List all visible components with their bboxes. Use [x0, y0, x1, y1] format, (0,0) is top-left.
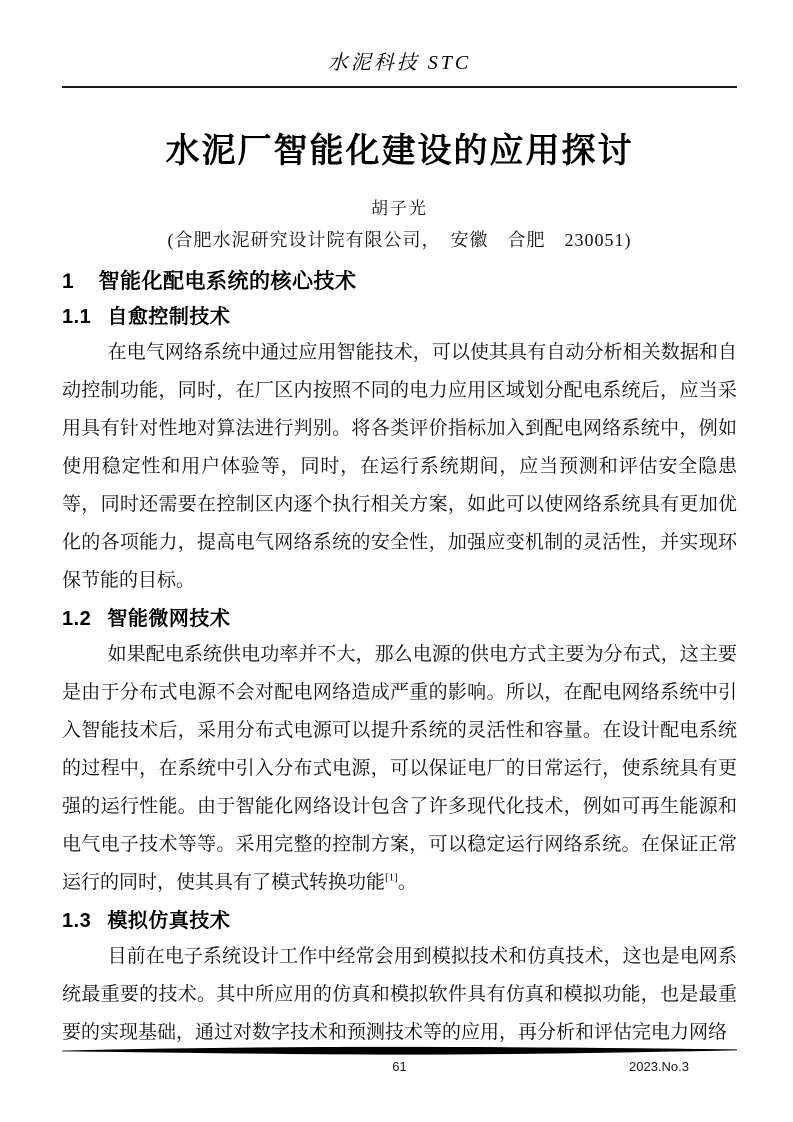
citation-marker: [1]	[385, 871, 398, 884]
article-affiliation: (合肥水泥研究设计院有限公司， 安徽 合肥 230051)	[167, 230, 632, 250]
subsection-number: 1.1	[62, 306, 92, 328]
paragraph-text-end: 。	[397, 872, 417, 893]
paragraph-text: 如果配电系统供电功率并不大，那么电源的供电方式主要为分布式，这主要是由于分布式电源不会对配电网络造成严重的影响。所以，在配电网络系统中引入智能技术后，采用分布式电源可以提升系统的灵活性和容量。在设计配电系统的过程中，在系统中引入分布式电源，可以保证电厂的日常运行，使系统具有更强的运行性能。由于智能化网络设计包含了许多现代化技术，例如可再生能源和电气电子技术等等。采用完整的控制方案，可以稳定运行网络系统。在保证正常运行的同时，使其具有了模式转换功能	[62, 644, 737, 893]
subsection-title: 智能微网技术	[107, 608, 231, 630]
section-heading-1	[62, 268, 737, 296]
article-author: 胡子光	[371, 199, 428, 218]
footer-meta	[62, 1058, 737, 1076]
journal-header-title: 水泥科技 STC	[327, 52, 472, 74]
footer-decorative-bar	[62, 1046, 737, 1056]
subsection-number: 1.3	[62, 910, 92, 932]
subsection-heading-1-1	[62, 304, 737, 330]
paragraph-1-3: 目前在电子系统设计工作中经常会用到模拟技术和仿真技术，这也是电网系统最重要的技术。其中所应用的仿真和模拟软件具有仿真和模拟功能，也是最重要的实现基础，通过对数字技术和预测技术等的应用，再分析和评估完电力网络	[62, 946, 737, 1043]
issue-label: 2023.No.3	[629, 1059, 689, 1074]
section-title: 智能化配电系统的核心技术	[98, 270, 357, 293]
subsection-title: 自愈控制技术	[107, 306, 231, 328]
subsection-number: 1.2	[62, 608, 92, 630]
page-footer	[62, 1046, 737, 1076]
subsection-heading-1-2	[62, 606, 737, 632]
article-title: 水泥厂智能化建设的应用探讨	[165, 132, 634, 170]
page-number: 61	[392, 1059, 407, 1074]
header-rule	[62, 86, 737, 88]
subsection-heading-1-3	[62, 908, 737, 934]
subsection-title: 模拟仿真技术	[107, 910, 231, 932]
paragraph-1-2	[62, 636, 737, 902]
paragraph-1-1: 在电气网络系统中通过应用智能技术，可以使其具有自动分析相关数据和自动控制功能，同时，在厂区内按照不同的电力应用区域划分配电系统后，应当采用具有针对性地对算法进行判别。将各类评价指标加入到配电网络系统中，例如使用稳定性和用户体验等，同时，在运行系统期间，应当预测和评估安全隐患等，同时还需要在控制区内逐个执行相关方案，如此可以使网络系统具有更加优化的各项能力，提高电气网络系统的安全性，加强应变机制的灵活性，并实现环保节能的目标。	[62, 342, 737, 591]
section-number: 1	[62, 270, 75, 293]
